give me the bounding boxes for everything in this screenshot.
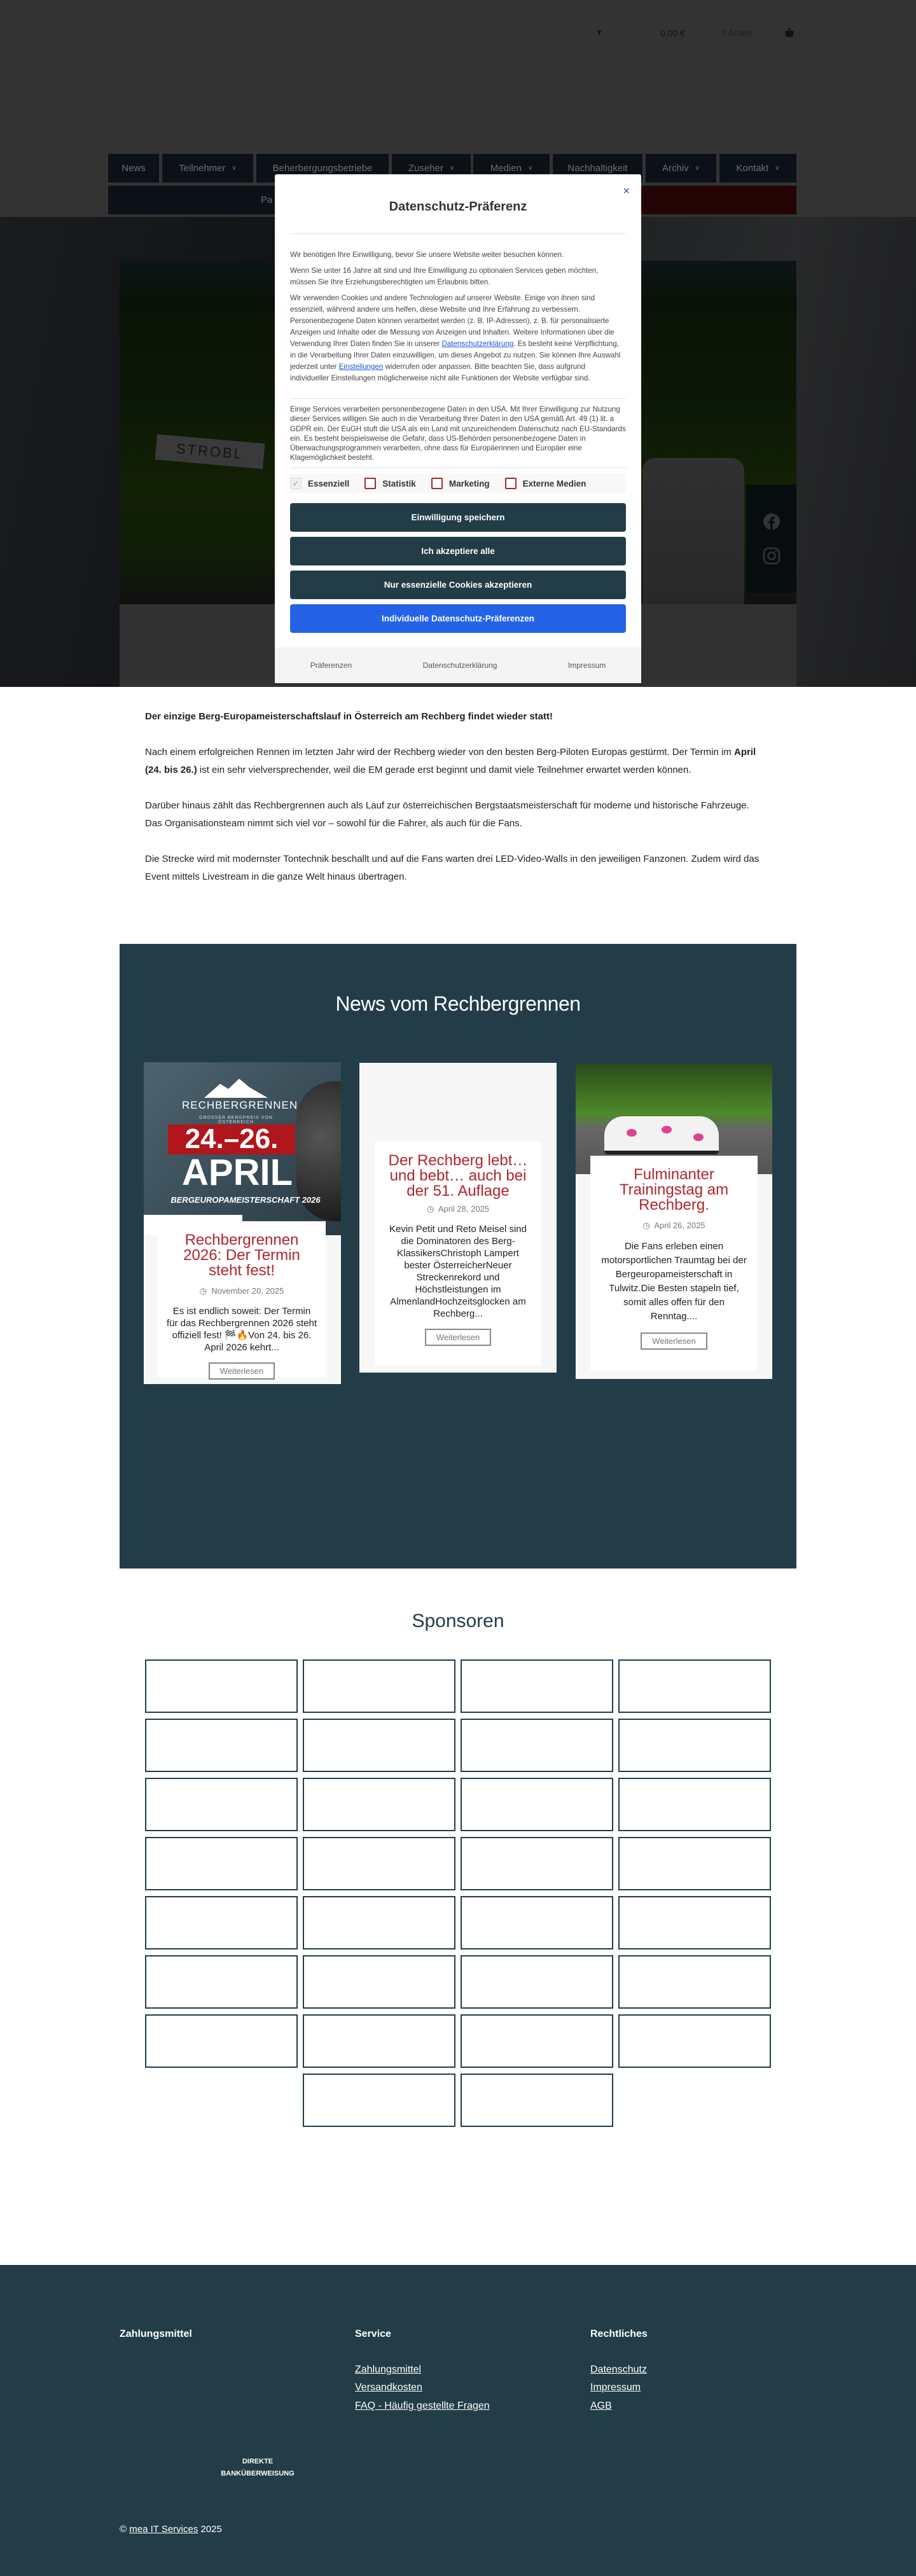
text: . Es besteht keine Verpflichtung, in die Verarbeitung Ihrer Daten einzuwilligen, um dieses Angebot zu nutzen. Sie können Ihre Auswahl jederzeit unter — [290, 340, 621, 371]
nav-label: Beherbergungsbetriebe — [272, 163, 373, 174]
post-title[interactable]: Fulminanter Trainingstag am Rechberg. — [619, 1166, 729, 1214]
sponsor-logo-tile[interactable] — [145, 1896, 298, 1949]
accept-all-button[interactable]: Ich akzeptiere alle — [290, 537, 626, 565]
nav-label: News — [121, 163, 146, 174]
nav-label: Zuseher — [408, 163, 443, 174]
poster-month: APRIL — [182, 1152, 293, 1193]
consent-text — [290, 293, 626, 384]
intro-paragraph: Die Strecke wird mit modernster Tontechnik beschallt und auf die Fans warten drei LED-Video-Walls in den jeweiligen Fanzonen. Zudem wird das Event mittels Livestream in die ganze Welt hinaus übertragen. — [145, 854, 760, 882]
checkbox-label: Statistik — [382, 478, 416, 488]
footer — [0, 2265, 916, 2576]
sponsor-logo-tile[interactable] — [461, 1778, 613, 1831]
news-card-body — [590, 1156, 758, 1371]
nav-label: Pa — [261, 195, 273, 205]
sponsor-logo-tile[interactable] — [461, 2014, 613, 2068]
social-links — [746, 485, 796, 593]
poster-logo: RECHBERGRENNEN — [182, 1099, 298, 1111]
clock-icon: ◷ — [642, 1221, 650, 1230]
read-more-button[interactable]: Weiterlesen — [641, 1333, 707, 1350]
post-date — [167, 1286, 317, 1296]
cart-total[interactable]: 0,00 € — [660, 28, 685, 38]
copyright-year: 2025 — [200, 2524, 222, 2535]
poster-series: BERGEUROPAMEISTERSCHAFT 2026 — [170, 1195, 321, 1205]
date-text: April 26, 2025 — [654, 1221, 705, 1230]
imprint-link[interactable]: Impressum — [567, 661, 606, 670]
sponsor-logo-tile[interactable] — [303, 1778, 455, 1831]
privacy-policy-link[interactable]: Datenschutzerklärung — [441, 340, 514, 348]
consent-text: Wenn Sie unter 16 Jahre alt sind und Ihre Einwilligung zu optionalen Services geben möchten, müssen Sie Ihre Erziehungsberechtigten um Erlaubnis bitten. — [290, 267, 599, 286]
sponsor-logo-tile[interactable] — [618, 2014, 771, 2068]
sponsor-logo-tile[interactable] — [303, 1719, 455, 1772]
divider — [290, 398, 626, 399]
settings-link[interactable]: Einstellungen — [338, 363, 384, 371]
consent-text: Wir benötigen Ihre Einwilligung, bevor Sie unsere Website weiter besuchen können. — [290, 251, 564, 259]
nav-label: Kontakt — [736, 163, 769, 174]
sponsor-logo-tile[interactable] — [145, 1778, 298, 1831]
intro-paragraph — [145, 797, 775, 833]
checkbox-label: Essenziell — [308, 478, 350, 488]
shopping-basket-icon[interactable] — [784, 27, 795, 38]
text: ist ein sehr vielversprechender, weil die EM gerade erst beginnt und damit viele Teilnehmer erwartet werden können. — [197, 765, 691, 775]
date-text: April 28, 2025 — [438, 1204, 490, 1214]
footer-link-impressum[interactable]: Impressum — [590, 2382, 641, 2393]
nav-news[interactable] — [108, 154, 159, 183]
post-excerpt: Es ist endlich soweit: Der Termin für das Rechbergrennen 2026 steht offiziell fest! 🏁🔥Von 24. bis 26. April 2026 kehrt... — [167, 1306, 317, 1353]
nav-label: Medien — [490, 163, 522, 174]
footer-link-zahlungsmittel[interactable]: Zahlungsmittel — [355, 2364, 422, 2375]
sponsor-logo-tile[interactable] — [618, 1778, 771, 1831]
sponsor-logo-tile[interactable] — [303, 1896, 455, 1949]
facebook-icon[interactable] — [763, 513, 781, 530]
checkbox-box[interactable] — [364, 478, 376, 489]
nav-kontakt[interactable] — [719, 154, 796, 183]
news-card-body — [158, 1221, 326, 1377]
sponsor-logo-tile[interactable] — [303, 1955, 455, 2009]
footer-link-datenschutz[interactable]: Datenschutz — [590, 2364, 647, 2375]
nav-archiv[interactable] — [646, 154, 716, 183]
checkbox-box[interactable] — [505, 478, 517, 489]
sponsor-logo-tile[interactable] — [618, 1719, 771, 1772]
sponsor-logo-tile[interactable] — [618, 1955, 771, 2009]
consent-categories — [290, 474, 626, 493]
payment-method-bank-transfer: DIREKTE BANKÜBERWEISUNG — [221, 2458, 295, 2477]
nav-label: Nachhaltigkeit — [567, 163, 628, 174]
checkbox-statistik[interactable] — [364, 478, 416, 489]
checkbox-marketing[interactable] — [431, 478, 490, 489]
copyright-link[interactable]: mea IT Services — [129, 2524, 198, 2535]
post-title[interactable]: Rechbergrennen 2026: Der Termin steht fest! — [183, 1231, 300, 1279]
close-icon[interactable]: × — [623, 184, 630, 197]
date-emphasis: April (24. bis 26.) — [145, 747, 756, 775]
sponsor-logo-tile[interactable] — [618, 1837, 771, 1890]
hero-race-car — [642, 458, 744, 604]
dialog-footer — [275, 647, 641, 683]
preferences-link[interactable]: Präferenzen — [310, 661, 352, 670]
news-heading: News vom Rechbergrennen — [335, 992, 581, 1015]
divider — [290, 467, 626, 468]
car-decal — [693, 1133, 704, 1141]
sponsor-logo-tile[interactable] — [303, 2074, 455, 2127]
chevron-down-icon: ∨ — [527, 165, 533, 172]
footer-link-agb[interactable]: AGB — [590, 2400, 612, 2411]
poster-dates: 24.–26. — [184, 1123, 279, 1154]
checkbox-box[interactable] — [431, 478, 443, 489]
text: Das Organisationsteam nimmt sich viel vor – sowohl für die Fahrer, als auch für die Fans. — [145, 818, 522, 829]
save-consent-button[interactable]: Einwilligung speichern — [290, 503, 626, 532]
dialog-title: Datenschutz-Präferenz — [389, 200, 527, 214]
read-more-button[interactable]: Weiterlesen — [425, 1329, 491, 1346]
instagram-icon[interactable] — [763, 547, 781, 565]
date-text: November 20, 2025 — [211, 1286, 284, 1296]
text: Wir verwenden Cookies und andere Technologien auf unserer Website. Einige von ihnen sind essenziell, während andere uns helfen, diese Website und Ihre Erfahrung zu verbessern. Personenbezogene Daten können verarbeitet werden (z. B. IP-Adressen), z. B. für personalisierte Anzeigen und Inhalte oder die Messung von Anzeigen und Inhalten. Weitere Informationen über die Verwendung Ihrer Daten finden Sie in unserer — [290, 294, 614, 348]
sponsor-logo-tile[interactable] — [461, 1659, 613, 1713]
checkbox-essenziell — [290, 478, 349, 489]
footer-heading-payment: Zahlungsmittel — [120, 2329, 192, 2339]
intro-text — [145, 708, 775, 904]
sponsor-logo-tile[interactable] — [461, 1719, 613, 1772]
sponsor-logo-tile[interactable] — [618, 1659, 771, 1713]
sponsor-logo-tile[interactable] — [303, 1837, 455, 1890]
copyright-symbol: © — [120, 2524, 127, 2535]
sponsor-logo-tile[interactable] — [461, 1955, 613, 2009]
footer-link-faq[interactable]: FAQ - Häufig gestellte Fragen — [355, 2400, 490, 2411]
sponsor-logo-tile[interactable] — [461, 1896, 613, 1949]
sponsor-logo-tile[interactable] — [145, 1719, 298, 1772]
footer-heading-service: Service — [355, 2329, 391, 2339]
footer-heading-legal: Rechtliches — [590, 2329, 648, 2339]
divider — [290, 233, 626, 234]
nav-label: Teilnehmer — [179, 163, 226, 174]
sponsors-heading: Sponsoren — [412, 1610, 504, 1631]
accept-essential-button[interactable]: Nur essenzielle Cookies akzeptieren — [290, 571, 626, 599]
sponsor-logo-tile[interactable] — [145, 1955, 298, 2009]
post-date — [384, 1204, 532, 1214]
checkbox-externe-medien[interactable] — [505, 478, 586, 489]
checkmark-icon: ✓ — [290, 478, 302, 489]
poster-subtitle: GROSSER BERGPREIS VON ÖSTERREICH — [199, 1116, 273, 1125]
checkbox-label: Marketing — [448, 478, 490, 488]
nav-teilnehmer[interactable] — [162, 154, 253, 183]
copyright — [120, 2524, 222, 2535]
chevron-down-icon: ∨ — [232, 165, 237, 172]
text: Nach einem erfolgreichen Rennen im letzten Jahr wird der Rechberg wieder von den besten Berg-Piloten Europas gestürmt. Der Termin im — [145, 747, 735, 758]
nav-label: Archiv — [662, 163, 689, 174]
individual-preferences-button[interactable]: Individuelle Datenschutz-Präferenzen — [290, 604, 626, 633]
consent-usa-text: Einige Services verarbeiten personenbezogene Daten in den USA. Mit Ihrer Einwilligung zur Nutzung dieser Services willigen Sie auch in die Verarbeitung Ihrer Daten in den USA gemäß Art. 49 (1) lit. a GDPR ein. Der EuGH stuft die USA als ein Land mit unzureichendem Datenschutz nach EU-Standards ein. Es besteht beispielsweise die Gefahr, dass US-Behörden personenbezogene Daten in Überwachungsprogrammen verarbeiten, ohne dass für Europäerinnen und Europäer eine Klagemöglichkeit besteht. — [290, 405, 626, 462]
news-card-image-poster[interactable] — [144, 1062, 341, 1235]
post-excerpt: Die Fans erleben einen motorsportlichen Traumtag bei der Bergeuropameisterschaft in Tulwitz.Die Besten stapeln tief, somit alles offen für den Renntag.... — [601, 1241, 747, 1322]
mountain-logo-icon — [204, 1076, 268, 1098]
post-excerpt: Kevin Petit und Reto Meisel sind die Dominatoren des Berg-KlassikersChristoph Lampert bester ÖsterreicherNeuer Streckenrekord und Höchstleistungen im AlmenlandHochzeitsglocken am Rechberg... — [389, 1224, 527, 1319]
intro-paragraph — [145, 744, 775, 779]
sponsor-logo-tile[interactable] — [145, 1837, 298, 1890]
intro-headline: Der einzige Berg-Europameisterschaftslauf in Österreich am Rechberg findet wieder statt! — [145, 711, 553, 722]
privacy-policy-footer-link[interactable]: Datenschutzerklärung — [422, 661, 497, 670]
sponsor-logo-tile[interactable] — [461, 2074, 613, 2127]
sponsor-logo-tile[interactable] — [461, 1837, 613, 1890]
sponsor-logo-tile[interactable] — [303, 1659, 455, 1713]
sponsor-logo-tile[interactable] — [145, 1659, 298, 1713]
post-title[interactable]: Der Rechberg lebt…und bebt… auch bei der 51. Auflage — [388, 1152, 528, 1200]
currency-dropdown-caret[interactable]: ▼ — [595, 28, 603, 37]
post-date — [599, 1221, 749, 1231]
cart-item-count[interactable]: 0 Artikel — [722, 28, 752, 38]
text: Darüber hinaus zählt das Rechbergrennen auch als Lauf zur österreichischen Bergstaatsmeisterschaft für moderne und historische Fahrzeuge. — [145, 800, 749, 811]
text: widerrufen oder anpassen. Bitte beachten Sie, dass aufgrund individueller Einstellungen möglicherweise nicht alle Funktionen der Website verfügbar sind. — [290, 363, 590, 382]
hero-sponsor-sign: STROBL — [155, 434, 265, 469]
read-more-button[interactable]: Weiterlesen — [209, 1362, 275, 1380]
checkbox-label: Externe Medien — [522, 478, 586, 488]
sponsor-logo-tile[interactable] — [303, 2014, 455, 2068]
sponsor-logo-tile[interactable] — [618, 1896, 771, 1949]
chevron-down-icon: ∨ — [695, 165, 700, 172]
clock-icon: ◷ — [199, 1286, 207, 1296]
chevron-down-icon: ∨ — [775, 165, 780, 172]
car-decal — [627, 1129, 637, 1137]
news-card-body — [375, 1142, 541, 1366]
clock-icon: ◷ — [426, 1204, 434, 1214]
footer-link-versandkosten[interactable]: Versandkosten — [355, 2382, 422, 2393]
chevron-down-icon: ∨ — [449, 165, 455, 172]
sponsor-logo-tile[interactable] — [145, 2014, 298, 2068]
privacy-consent-dialog — [275, 174, 641, 683]
car-decal — [662, 1126, 672, 1133]
